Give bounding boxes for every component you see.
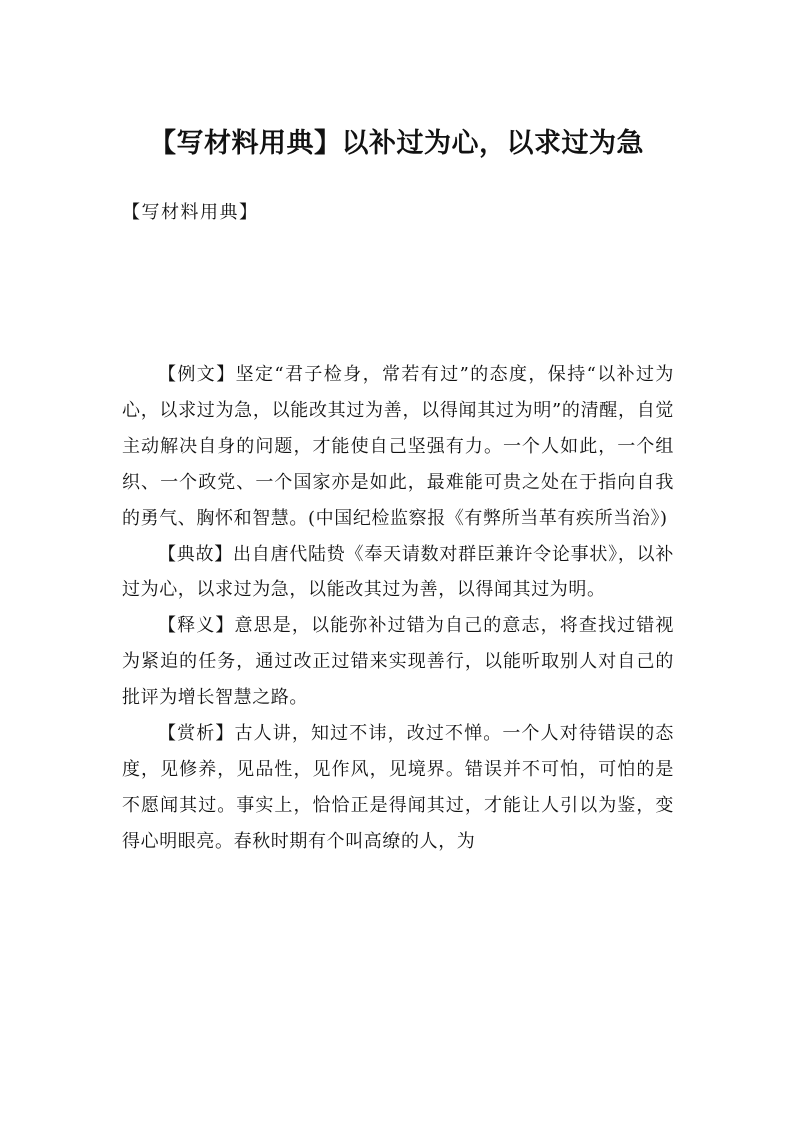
document-subtitle: 【写材料用典】: [122, 202, 259, 223]
paragraph-meaning: [122, 608, 674, 716]
paragraph-example: [122, 357, 674, 537]
paragraph-text: 古人讲，知过不讳，改过不惮。一个人对待错误的态度，见修养，见品性，见作风，见境界。错误并不可怕，可怕的是不愿闻其过。事实上，恰恰正是得闻其过，才能让人引以为鉴，变得心明眼亮。春秋时期有个叫高缭的人，为: [122, 723, 674, 852]
paragraph-tag: 【赏析】: [158, 723, 235, 745]
paragraph-tag: 【例文】: [158, 364, 236, 385]
paragraph-text: 出自唐代陆贽《奉天请数对群臣兼许令论事状》，以补过为心，以求过为急，以能改其过为善，以得闻其过为明。: [122, 543, 674, 601]
document-title: 【写材料用典】以补过为心，以求过为急: [149, 128, 644, 159]
paragraph-allusion: [122, 537, 674, 609]
paragraph-tag: 【释义】: [158, 615, 235, 637]
paragraph-appreciation: [122, 716, 674, 860]
document-body: [122, 357, 674, 860]
paragraph-text: 意思是，以能弥补过错为自己的意志，将查找过错视为紧迫的任务，通过改正过错来实现善行，以能听取别人对自己的批评为增长智慧之路。: [122, 615, 674, 709]
paragraph-tag: 【典故】: [158, 543, 234, 565]
paragraph-text: 坚定“君子检身，常若有过”的态度，保持“以补过为心，以求过为急，以能改其过为善，以得闻其过为明”的清醒，自觉主动解决自身的问题，才能使自己坚强有力。一个人如此，一个组织、一个政党、一个国家亦是如此，最难能可贵之处在于指向自我的勇气、胸怀和智慧。(中国纪检监察报《有弊所当革有疾所当治》): [122, 364, 674, 529]
